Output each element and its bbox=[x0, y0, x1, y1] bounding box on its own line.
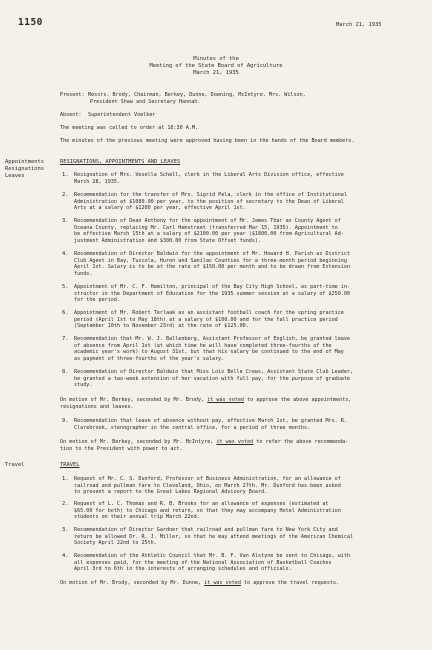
appointment-item: Recommendation of Director Baldwin for the appointment of Mr. Howard H. Parish as District Club Agent in Bay, Tuscola, Huron and Sanilac Counties for a three-month period beginning April 1st. Salary is to be at the rate of $150.00 per month and to be drawn from Extension funds. bbox=[74, 251, 351, 278]
appointment-item: Appointment of Mr. C. F. Hamilton, principal of the Bay City High School, as part-time in- structor in the Department of Education for the 1935 summer session at a salary of $250.00 for the period. bbox=[74, 284, 351, 304]
voted-text: it was voted bbox=[216, 439, 254, 445]
present-label: Present: bbox=[60, 92, 85, 98]
item-number: 1. bbox=[62, 476, 69, 482]
side-label-travel: Travel bbox=[5, 462, 25, 468]
side-label-appointments: Appointments bbox=[5, 159, 44, 165]
item-number: 5. bbox=[62, 284, 69, 290]
meeting-date: March 21, 1935 bbox=[336, 22, 382, 28]
appointment-item: Recommendation that leave of absence without pay, effective March 1st, be granted Mrs. R. Clarebrook, stenographer in the central office, for a period of three months. bbox=[74, 418, 347, 431]
absent-label: Absent: bbox=[60, 112, 82, 118]
section-heading-appointments: RESIGNATIONS, APPOINTMENTS AND LEAVES bbox=[60, 159, 181, 165]
item-number: 1. bbox=[62, 172, 69, 178]
side-label-resignations: Resignations bbox=[5, 166, 44, 172]
minutes-approved: The minutes of the previous meeting were approved having been in the hands of the Board members. bbox=[60, 138, 355, 144]
travel-item: Recommendation of Director Gardner that railroad and pullman fare to New York City and return be allowed Dr. R. J. Miller, so that he may attend meetings of the American Chemical Society April 22nd to 25th. bbox=[74, 527, 354, 547]
item-number: 4. bbox=[62, 553, 69, 559]
absent-text: Superintendent Voelker bbox=[88, 112, 156, 118]
item-number: 4. bbox=[62, 251, 69, 257]
motion-leave: On motion of Mr. Berkey, seconded by Mr. McIntyre, it was voted to refer the above recommenda- bbox=[60, 439, 349, 445]
item-number: 6. bbox=[62, 310, 69, 316]
travel-item: Recommendation of the Athletic Council that Mr. B. F. Van Alstyne be sent to Chicago, with all expenses paid, for the meeting of the National Association of Basketball Coaches April 3rd to 6th in the interests of arranging schedules and officials. bbox=[74, 553, 351, 573]
motion-leave-cont: tion to the President with power to act. bbox=[60, 446, 183, 452]
item-number: 3. bbox=[62, 527, 69, 533]
appointment-item: Recommendation for the transfer of Mrs. Sigrid Pela, clerk in the office of Institutional Administration at $1080.00 per year, to the position of secretary to the Dean of Liberal Arts at a salary of $1200 per year, effective April 1st. bbox=[74, 192, 347, 212]
minutes-heading-line-1: Minutes of the bbox=[193, 56, 239, 62]
appointment-item: Resignation of Mrs. Vesella Schell, clerk in the Liberal Arts Division office, effective March 28, 1935. bbox=[74, 172, 344, 185]
appointment-item: Appointment of Mr. Robert Terlaak as an assistant football coach for the spring practice period (April 1st to May 18th) at a salary of $100.00 and for the fall practice period (September 10th to November 23rd) at the rate of $125.00. bbox=[74, 310, 344, 330]
appointment-item: Recommendation of Dean Anthony for the appointment of Mr. James Thar as County Agent of Oceana County, replacing Mr. Carl Hemstreet (transferred Mar 15, 1935). Appointment to be effective March 15th at a salary of $2100.00 per year ($1800.00 from Agricultural Ad- justment Administration and $300.00 from State Offset funds). bbox=[74, 218, 344, 245]
motion-appointments-cont: resignations and leaves. bbox=[60, 404, 134, 410]
motion-travel: On motion of Mr. Brody, seconded by Mr. Dunne, it was voted to approve the travel requests. bbox=[60, 580, 340, 586]
item-number: 2. bbox=[62, 192, 69, 198]
voted-text: it was voted bbox=[207, 397, 245, 403]
side-label-leaves: Leaves bbox=[5, 173, 25, 179]
minutes-heading-line-3: March 21, 1935 bbox=[193, 70, 239, 76]
page-number: 1150 bbox=[18, 17, 43, 28]
section-heading-travel: TRAVEL bbox=[60, 462, 80, 468]
minutes-heading-line-2: Meeting of the State Board of Agriculture bbox=[149, 63, 283, 69]
item-number: 3. bbox=[62, 218, 69, 224]
travel-item: Request of L. C. Thomas and R. B. Brooks for an allowance of expenses (estimated at $65.00 for both) to Chicago and return, so that they may accompany Hotel Administration students on their annual trip March 22nd. bbox=[74, 501, 341, 521]
item-number: 9. bbox=[62, 418, 69, 424]
item-number: 7. bbox=[62, 336, 69, 342]
motion-appointments: On motion of Mr. Berkey, seconded by Mr. Brody, it was voted to approve the above appointments, bbox=[60, 397, 352, 403]
travel-item: Request of Mr. C. S. Dunford, Professor of Business Administration, for an allowance of railroad and pullman fare to Cleveland, Ohio, on March 27th. Mr. Dunford has been asked to present a report to the Great Lakes Regional Advisory Board. bbox=[74, 476, 341, 496]
called-to-order: The meeting was called to order at 10:30 A.M. bbox=[60, 125, 199, 131]
item-number: 8. bbox=[62, 369, 69, 375]
voted-text: it was voted bbox=[204, 580, 241, 586]
present-line: President Shaw and Secretary Hannah. bbox=[90, 99, 201, 105]
appointment-item: Recommendation of Director Baldwin that Miss Lois Belle Crews, Assistant State Club Leader, be granted a two-week extension of her vacation with full pay, for the purpose of graduate study. bbox=[74, 369, 354, 389]
present-line: Messrs. Brody, Chairman, Berkey, Dunne, Downing, McIntyre, Mrs. Wilson, bbox=[88, 92, 306, 98]
item-number: 2. bbox=[62, 501, 69, 507]
appointment-item: Recommendation that Mr. W. J. Ballenberg, Assistant Professor of English, be granted leave of absence from April 1st (at which time he will have completed three-fourths of the academic year's work) to August 31st, but that his salary be continued to the end of May as payment of three-fourths of the year's salary. bbox=[74, 336, 351, 363]
